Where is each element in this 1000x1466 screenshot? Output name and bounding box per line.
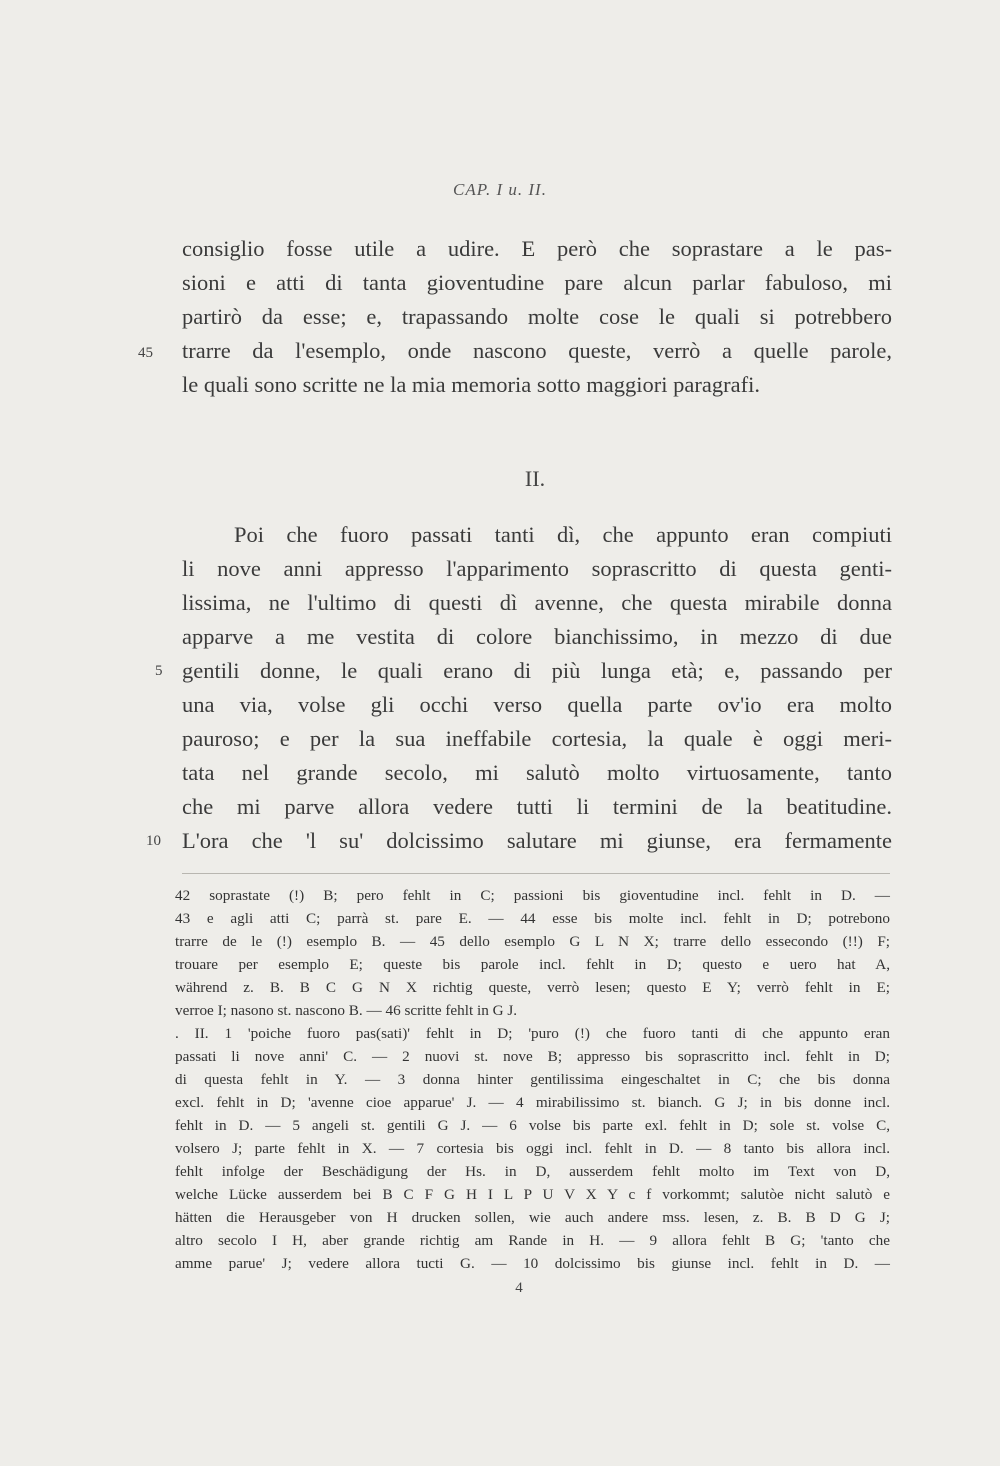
text-line: Poi che fuoro passati tanti dì, che appunto eran compiuti — [234, 522, 892, 547]
text-line: li nove anni appresso l'apparimento soprascritto di questa genti- — [182, 556, 892, 581]
note-line: altro secolo I H, aber grande richtig am Rande in H. — 9 allora fehlt B G; 'tanto che — [175, 1232, 890, 1249]
text-line: le quali sono scritte ne la mia memoria sotto maggiori paragrafi. — [182, 372, 760, 397]
note-line: volsero J; parte fehlt in X. — 7 cortesia bis oggi incl. fehlt in D. — 8 tanto bis allora incl. — [175, 1140, 890, 1157]
note-line: passati li nove anni' C. — 2 nuovi st. nove B; appresso bis soprascritto incl. fehlt in D; — [175, 1048, 890, 1065]
note-line: 42 soprastate (!) B; pero fehlt in C; passioni bis gioventudine incl. fehlt in D. — — [175, 887, 890, 904]
text-line: consiglio fosse utile a udire. E però che soprastare a le pas- — [182, 236, 892, 261]
note-line: welche Lücke ausserdem bei B C F G H I L P U V X Y c f vorkommt; salutòe nicht salutò e — [175, 1186, 890, 1203]
text-line: gentili donne, le quali erano di più lunga età; e, passando per — [182, 658, 892, 683]
line-number: 5 — [155, 663, 163, 679]
text-line: partirò da esse; e, trapassando molte cose le quali si potrebbero — [182, 304, 892, 329]
note-line: verroe I; nasono st. nascono B. — 46 scritte fehlt in G J. — [175, 1002, 518, 1019]
note-line: di questa fehlt in Y. — 3 donna hinter gentilissima eingeschaltet in C; che bis donna — [175, 1071, 890, 1088]
text-line: tata nel grande secolo, mi salutò molto virtuosamente, tanto — [182, 760, 892, 785]
section-heading: II. — [524, 466, 546, 491]
text-line: pauroso; e per la sua ineffabile cortesia, la quale è oggi meri- — [182, 726, 892, 751]
footnote-divider — [182, 873, 890, 874]
note-line: . II. 1 'poiche fuoro pas(sati)' fehlt in D; 'puro (!) che fuoro tanti di che appunto eran — [175, 1025, 890, 1042]
text-line: trarre da l'esemplo, onde nascono queste, verrò a quelle parole, — [182, 338, 892, 363]
text-line: sioni e atti di tanta gioventudine pare alcun parlar fabuloso, mi — [182, 270, 892, 295]
note-line: fehlt infolge der Beschädigung der Hs. in D, ausserdem fehlt molto im Text von D, — [175, 1163, 890, 1180]
text-line: apparve a me vestita di colore bianchissimo, in mezzo di due — [182, 624, 892, 649]
line-number: 45 — [138, 345, 153, 361]
note-line: excl. fehlt in D; 'avenne cioe apparue' J. — 4 mirabilissimo st. bianch. G J; in bis donne incl. — [175, 1094, 890, 1111]
page-number: 4 — [515, 1280, 523, 1296]
note-line: hätten die Herausgeber von H drucken sollen, wie auch andere mss. lesen, z. B. B D G J; — [175, 1209, 890, 1226]
text-line: una via, volse gli occhi verso quella parte ov'io era molto — [182, 692, 892, 717]
text-line: che mi parve allora vedere tutti li termini de la beatitudine. — [182, 794, 892, 819]
running-head: CAP. I u. II. — [453, 180, 547, 199]
note-line: amme parue' J; vedere allora tucti G. — 10 dolcissimo bis giunse incl. fehlt in D. — — [175, 1255, 890, 1272]
note-line: während z. B. B C G N X richtig queste, verrò lesen; questo E Y; verrò fehlt in E; — [175, 979, 890, 996]
note-line: fehlt in D. — 5 angeli st. gentili G J. — 6 volse bis parte exl. fehlt in D; sole st. volse C, — [175, 1117, 890, 1134]
note-line: trarre de le (!) esemplo B. — 45 dello esemplo G L N X; trarre dello essecondo (!!) F; — [175, 933, 890, 950]
line-number: 10 — [146, 833, 161, 849]
note-line: trouare per esemplo E; queste bis parole incl. fehlt in D; questo e uero hat A, — [175, 956, 890, 973]
note-line: 43 e agli atti C; parrà st. pare E. — 44 esse bis molte incl. fehlt in D; potrebono — [175, 910, 890, 927]
text-line: lissima, ne l'ultimo di questi dì avenne, che questa mirabile donna — [182, 590, 892, 615]
text-line: L'ora che 'l su' dolcissimo salutare mi giunse, era fermamente — [182, 828, 892, 853]
